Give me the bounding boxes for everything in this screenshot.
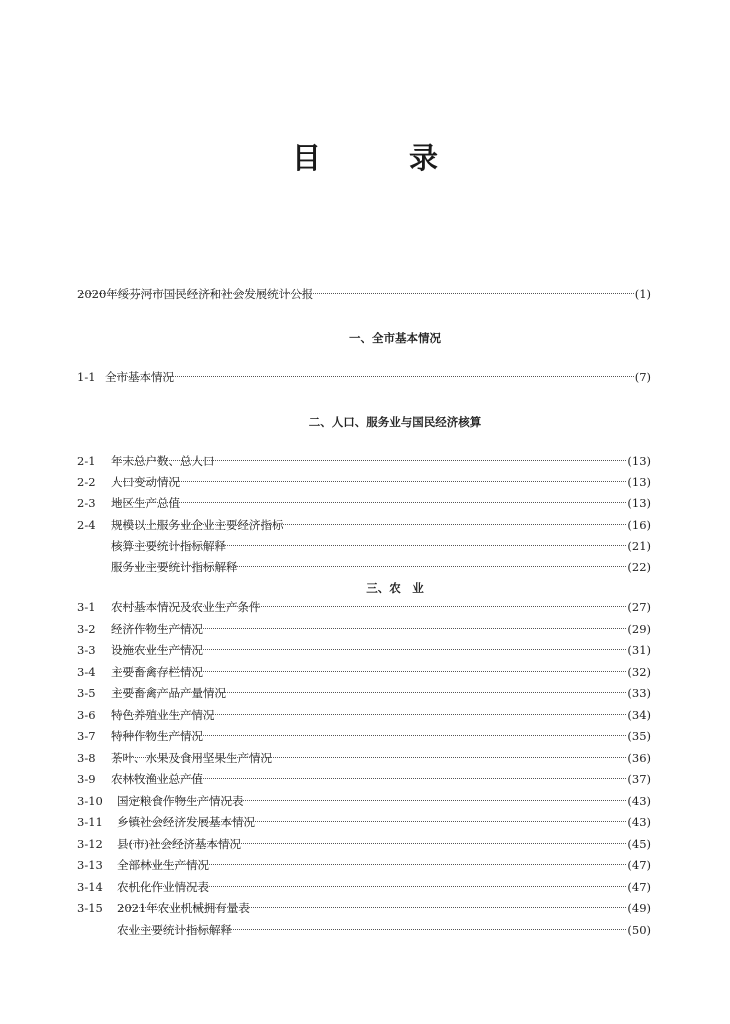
toc-entry[interactable]	[0, 813, 730, 831]
toc-entry[interactable]	[0, 598, 730, 616]
toc-entry-page: (50)	[627, 922, 651, 937]
toc-entry[interactable]	[0, 452, 730, 470]
toc-entry-page: (16)	[627, 517, 651, 532]
dot-leader	[120, 843, 634, 844]
dot-leader	[114, 628, 634, 629]
toc-entry-page: (13)	[627, 454, 651, 468]
dot-leader	[114, 757, 634, 758]
toc-entry[interactable]	[0, 727, 730, 745]
toc-entry-number: 3-3	[77, 643, 96, 657]
toc-entry[interactable]	[0, 473, 730, 491]
toc-entry-label: 主要畜禽产品产量情况	[111, 684, 229, 702]
dot-leader	[108, 376, 634, 377]
dot-leader	[114, 735, 634, 736]
toc-entry-label: 农林牧渔业总产值	[111, 770, 206, 788]
toc-entry[interactable]	[0, 878, 730, 896]
toc-entry-page: (33)	[627, 686, 651, 700]
dot-leader	[114, 566, 634, 567]
toc-entry-number: 3-13	[77, 858, 103, 872]
toc-entry-page: (32)	[627, 664, 651, 679]
toc-entry-number: 3-4	[77, 664, 96, 679]
toc-entry-label: 规模以上服务业企业主要经济指标	[111, 516, 287, 534]
toc-entry[interactable]	[0, 792, 730, 810]
toc-entry-label: 全市基本情况	[105, 368, 177, 386]
toc-entry[interactable]	[0, 749, 730, 767]
toc-entry-label: 农村基本情况及农业生产条件	[111, 598, 264, 616]
toc-entry-number: 3-6	[77, 707, 96, 722]
toc-entry[interactable]	[0, 899, 730, 917]
toc-entry-number: 3-1	[77, 600, 96, 614]
toc-entry[interactable]	[0, 856, 730, 874]
toc-entry-page: (34)	[627, 707, 651, 722]
toc-entry-label: 农业主要统计指标解释	[117, 921, 235, 939]
toc-entry-page: (49)	[627, 901, 651, 915]
toc-entry-label: 农机化作业情况表	[117, 878, 212, 896]
toc-title-right: 录	[409, 141, 439, 175]
toc-entry[interactable]	[0, 684, 730, 702]
toc-entry-label: 国定粮食作物生产情况表	[117, 792, 247, 810]
toc-entry-number: 1-1	[77, 370, 96, 384]
dot-leader	[120, 821, 634, 822]
toc-entry-label: 人口变动情况	[111, 473, 183, 491]
toc-entry-page: (43)	[627, 815, 651, 829]
toc-entry-page: (29)	[627, 621, 651, 636]
toc-entry-label: 县(市)社会经济基本情况	[117, 835, 244, 853]
section-heading-3: 三、农 业	[366, 581, 424, 595]
dot-leader	[114, 524, 634, 525]
toc-entry[interactable]	[0, 368, 730, 386]
toc-entry-page: (31)	[627, 643, 651, 657]
toc-entry-number: 2-2	[77, 475, 96, 490]
toc-entry-page: (1)	[634, 287, 651, 301]
toc-entry-number: 2-3	[77, 496, 96, 511]
toc-entry-page: (13)	[627, 496, 651, 511]
toc-entry-label: 地区生产总值	[111, 494, 183, 512]
toc-entry[interactable]	[0, 516, 730, 534]
dot-leader	[114, 649, 634, 650]
toc-entry-page: (36)	[627, 750, 651, 765]
toc-entry[interactable]	[0, 494, 730, 512]
section-heading-2: 二、人口、服务业与国民经济核算	[308, 415, 482, 429]
dot-leader	[114, 460, 634, 461]
dot-leader	[120, 907, 634, 908]
dot-leader	[120, 886, 634, 887]
toc-entry[interactable]	[0, 770, 730, 788]
dot-leader	[114, 606, 634, 607]
dot-leader	[120, 929, 634, 930]
toc-entry[interactable]	[0, 706, 730, 724]
toc-entry-page: (35)	[627, 729, 651, 743]
toc-entry-label: 2020年绥芬河市国民经济和社会发展统计公报	[77, 285, 316, 303]
dot-leader	[120, 800, 634, 801]
toc-title	[0, 136, 730, 177]
toc-entry-number: 3-9	[77, 772, 96, 786]
toc-entry-label: 全部林业生产情况	[117, 856, 212, 874]
dot-leader	[114, 545, 634, 546]
dot-leader	[114, 714, 634, 715]
toc-entry-number: 3-7	[77, 729, 96, 743]
toc-entry-number: 3-12	[77, 836, 103, 851]
toc-entry-page: (22)	[627, 560, 651, 574]
toc-entry-label: 特种作物生产情况	[111, 727, 206, 745]
toc-entry-label: 设施农业生产情况	[111, 641, 206, 659]
dot-leader	[114, 692, 634, 693]
toc-entry-page: (43)	[627, 793, 651, 808]
toc-entry[interactable]	[0, 537, 730, 555]
toc-entry-label: 服务业主要统计指标解释	[111, 558, 241, 576]
toc-entry-number: 3-11	[77, 815, 103, 829]
section-heading-1: 一、全市基本情况	[349, 331, 441, 345]
dot-leader	[114, 502, 634, 503]
toc-entry-page: (27)	[627, 600, 651, 614]
toc-entry-number: 3-2	[77, 621, 96, 636]
toc-entry-number: 3-15	[77, 901, 103, 915]
dot-leader	[114, 481, 634, 482]
toc-entry[interactable]	[0, 663, 730, 681]
toc-entry[interactable]	[0, 558, 730, 576]
dot-leader	[120, 864, 634, 865]
toc-entry-page: (7)	[634, 370, 651, 384]
toc-entry-label: 乡镇社会经济发展基本情况	[117, 813, 258, 831]
toc-entry-label: 2021年农业机械拥有量表	[117, 899, 253, 917]
toc-entry-label: 主要畜禽存栏情况	[111, 663, 206, 681]
toc-entry-label: 茶叶、水果及食用坚果生产情况	[111, 749, 275, 767]
toc-entry-number: 3-5	[77, 686, 96, 700]
toc-entry-page: (13)	[627, 475, 651, 490]
toc-entry[interactable]	[0, 835, 730, 853]
toc-entry-number: 2-4	[77, 517, 96, 532]
toc-entry-number: 2-1	[77, 454, 96, 468]
toc-entry-page: (21)	[627, 538, 651, 553]
toc-entry-number: 3-8	[77, 750, 96, 765]
toc-entry[interactable]	[0, 641, 730, 659]
toc-entry-label: 特色养殖业生产情况	[111, 706, 218, 724]
dot-leader	[114, 778, 634, 779]
toc-entry-page: (47)	[627, 858, 651, 872]
toc-title-left: 目	[291, 141, 321, 175]
toc-entry-page: (47)	[627, 879, 651, 894]
toc-entry-page: (45)	[627, 836, 651, 851]
toc-entry[interactable]	[0, 921, 730, 939]
toc-entry-label: 核算主要统计指标解释	[111, 537, 229, 555]
toc-entry-intro[interactable]	[0, 285, 730, 303]
toc-entry-label: 年末总户数、总人口	[111, 452, 218, 470]
toc-entry-number: 3-14	[77, 879, 103, 894]
toc-entry[interactable]	[0, 620, 730, 638]
toc-entry-page: (37)	[627, 772, 651, 786]
toc-entry-label: 经济作物生产情况	[111, 620, 206, 638]
dot-leader	[114, 671, 634, 672]
dot-leader	[80, 293, 634, 294]
toc-entry-number: 3-10	[77, 793, 103, 808]
